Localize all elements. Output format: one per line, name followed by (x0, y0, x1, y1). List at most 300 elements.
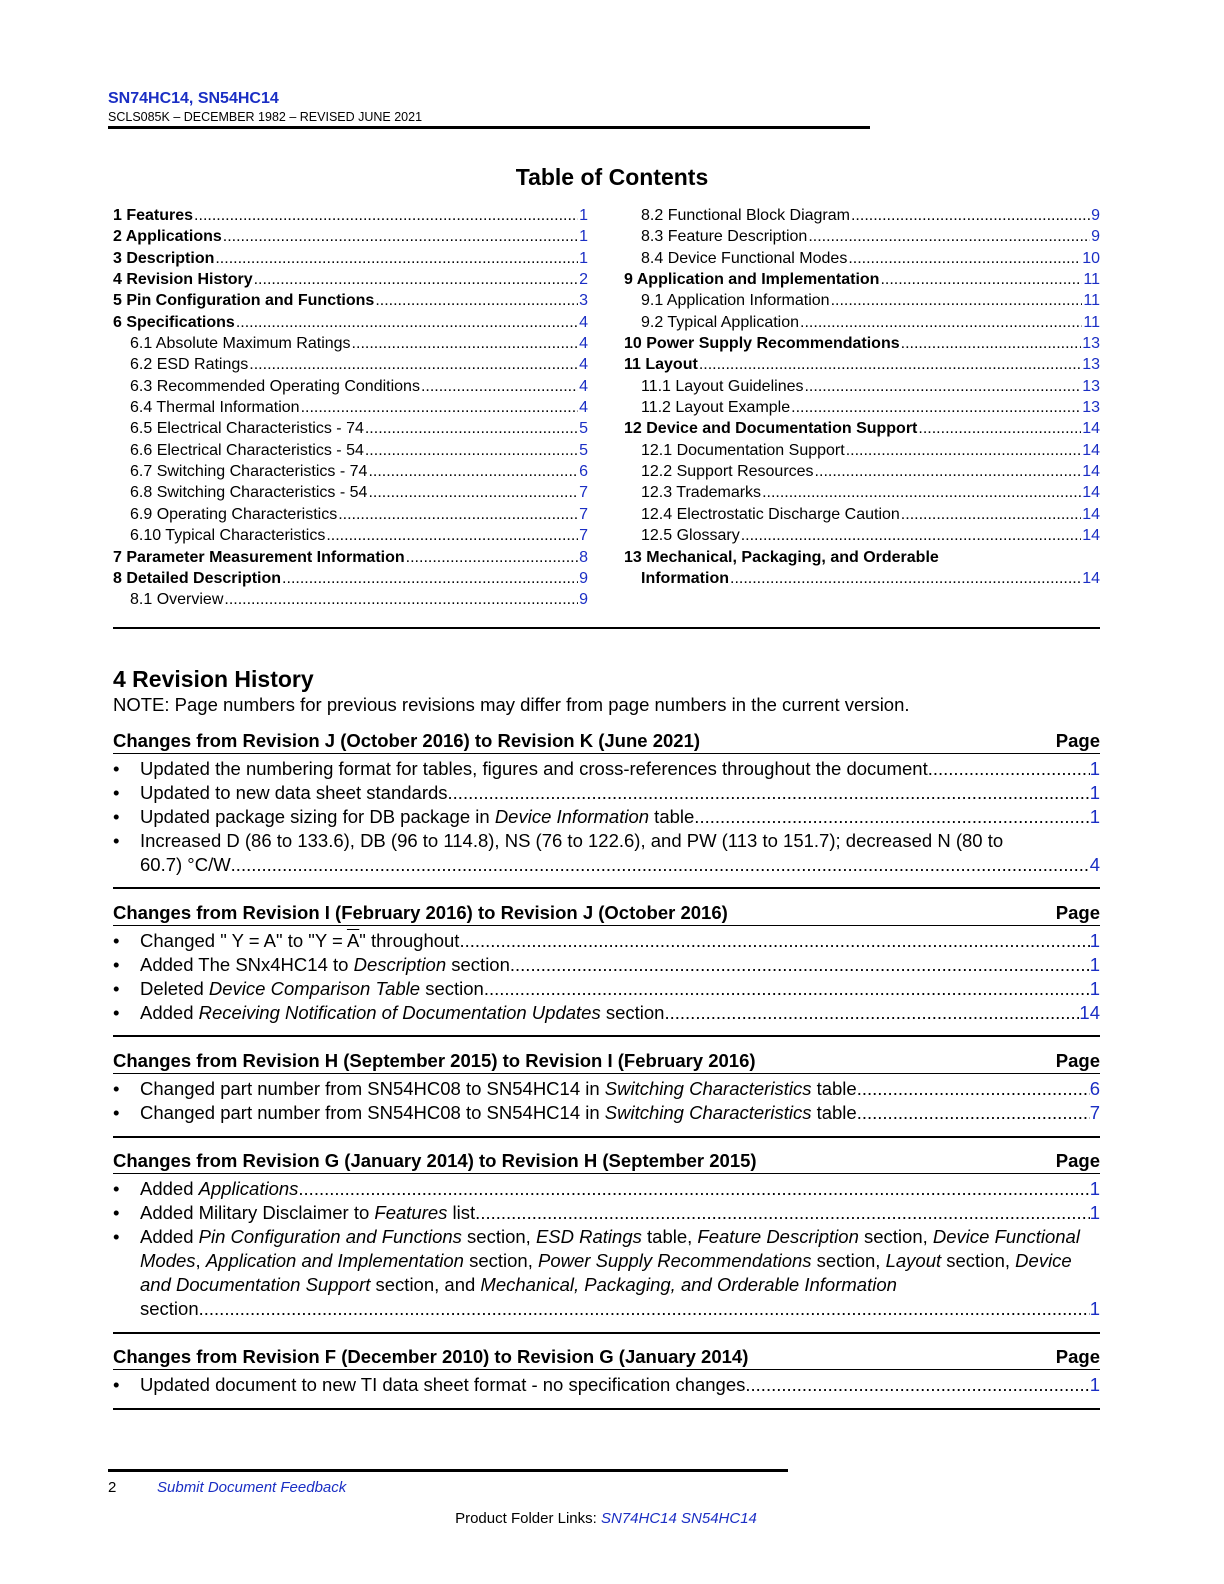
leader-dots (480, 1201, 1089, 1225)
page-number: 2 (108, 1479, 117, 1496)
change-text (140, 1373, 1100, 1397)
change-text-part: , (195, 1250, 206, 1271)
toc-entry[interactable] (113, 226, 588, 247)
change-text (140, 757, 1100, 781)
toc-page-link[interactable]: 8 (579, 548, 588, 566)
toc-entry[interactable] (113, 440, 588, 461)
toc-leader-dots (223, 226, 578, 247)
bullet: • (113, 930, 120, 951)
toc-entry[interactable] (113, 269, 588, 290)
toc-page-link[interactable]: 14 (1082, 569, 1100, 587)
change-item (113, 1225, 1100, 1321)
change-text (140, 1101, 1100, 1125)
page-column-label: Page (1055, 902, 1100, 923)
toc-entry-label: 6.5 Electrical Characteristics - 74 (130, 420, 364, 438)
leader-dots (231, 853, 1090, 877)
toc-entry[interactable] (113, 333, 588, 354)
change-text-part: table. (649, 806, 700, 827)
toc-entry-label: 6 Specifications (113, 313, 235, 331)
change-text-part: 60.7) °C/W (140, 854, 231, 875)
change-text-body (140, 1373, 751, 1397)
change-text-emphasis: Switching Characteristics (604, 1102, 812, 1123)
toc-page-link[interactable]: 9 (1091, 228, 1100, 246)
bullet: • (113, 1374, 120, 1395)
change-group-divider (113, 1332, 1100, 1334)
part-numbers-link[interactable]: SN74HC14, SN54HC14 (108, 90, 279, 107)
toc-entry[interactable] (113, 525, 588, 546)
change-group-title: Changes from Revision J (October 2016) to Revision K (June 2021) (113, 730, 701, 751)
toc-entry-label: 11 Layout (624, 356, 698, 374)
toc-page-link[interactable]: 9 (1091, 207, 1100, 224)
toc-entry-label: 6.10 Typical Characteristics (130, 527, 326, 545)
page-column-label: Page (1055, 1050, 1100, 1071)
toc-page-link[interactable]: 11 (1083, 271, 1100, 289)
change-text-body (140, 781, 453, 805)
change-group (113, 901, 1100, 1025)
change-page-link[interactable]: 6 (1089, 1078, 1100, 1099)
toc-leader-dots (365, 418, 578, 439)
toc-leader-dots (326, 525, 578, 546)
change-text-emphasis: Mechanical, Packaging, and Orderable Information (480, 1274, 897, 1295)
toc-entry-label: 7 Parameter Measurement Information (113, 548, 405, 566)
toc-right-column (624, 205, 1100, 589)
change-page-link[interactable]: 1 (1089, 930, 1100, 951)
toc-leader-dots (762, 482, 1081, 503)
toc-page-link[interactable]: 7 (579, 505, 588, 523)
change-text-part: Changed part number from SN54HC08 to SN54HC14 in (140, 1078, 605, 1099)
change-list (113, 757, 1100, 877)
product-link-sn74hc14[interactable]: SN74HC14 (600, 1510, 677, 1527)
toc-page-link[interactable]: 13 (1082, 356, 1100, 374)
toc-entry-label: 5 Pin Configuration and Functions (113, 292, 375, 310)
change-text (140, 1177, 1100, 1201)
change-text-body (140, 805, 699, 829)
change-text-part: section, (461, 1226, 536, 1247)
change-text-part: Added (140, 1226, 199, 1247)
change-item (113, 929, 1100, 953)
toc-divider (113, 627, 1100, 629)
toc-leader-dots (365, 440, 578, 461)
toc-page-link[interactable]: 14 (1082, 484, 1100, 502)
toc-leader-dots (851, 205, 1090, 226)
toc-entry[interactable] (624, 333, 1100, 354)
toc-left-column (113, 205, 588, 611)
change-text-part: Added (140, 1002, 199, 1023)
change-group-header (113, 901, 1100, 926)
toc-entry[interactable] (624, 482, 1100, 503)
change-text-part: Added (140, 1178, 199, 1199)
toc-leader-dots (831, 290, 1083, 311)
change-group (113, 1345, 1100, 1397)
toc-leader-dots (918, 418, 1081, 439)
toc-entry-label: 12.1 Documentation Support (641, 441, 845, 459)
toc-entry[interactable] (113, 290, 588, 311)
change-text-emphasis: Pin Configuration and Functions (198, 1226, 462, 1247)
bullet: • (113, 1202, 120, 1223)
leader-dots (515, 953, 1090, 977)
toc-entry[interactable] (624, 547, 1100, 568)
toc-entry[interactable] (624, 525, 1100, 546)
change-page-link[interactable]: 4 (1089, 854, 1100, 875)
toc-leader-dots (236, 312, 578, 333)
toc-entry[interactable] (113, 589, 588, 610)
toc-entry-label: 10 Power Supply Recommendations (624, 335, 900, 353)
change-list (113, 929, 1100, 1025)
toc-page-link[interactable]: 11 (1083, 292, 1100, 310)
change-page-link[interactable]: 1 (1089, 978, 1100, 999)
change-text-part: section. (446, 954, 516, 975)
change-group-divider (113, 1408, 1100, 1410)
change-group-title: Changes from Revision I (February 2016) to Revision J (October 2016) (113, 902, 728, 923)
change-item (113, 1177, 1100, 1201)
change-item (113, 977, 1100, 1001)
toc-leader-dots (224, 589, 578, 610)
toc-page-link[interactable]: 10 (1082, 249, 1100, 267)
toc-leader-dots (901, 333, 1082, 354)
change-text-body (140, 1177, 298, 1201)
toc-entry-label: 8.2 Functional Block Diagram (641, 207, 850, 224)
change-text-part: Updated package sizing for DB package in (140, 806, 495, 827)
change-list (113, 1177, 1100, 1321)
change-text-body (140, 1077, 862, 1101)
page-header (108, 90, 870, 125)
toc-page-link[interactable]: 14 (1082, 441, 1100, 459)
toc-page-link[interactable]: 1 (579, 228, 588, 246)
toc-entry-label: Information (641, 569, 729, 587)
toc-entry[interactable] (624, 418, 1100, 439)
toc-leader-dots (215, 248, 578, 269)
product-folder-label: Product Folder Links: (455, 1510, 601, 1527)
change-text-emphasis: Description (353, 954, 447, 975)
toc-entry-label: 2 Applications (113, 228, 222, 246)
toc-entry[interactable] (624, 440, 1100, 461)
leader-dots (298, 1177, 1089, 1201)
change-text (140, 781, 1100, 805)
toc-leader-dots (352, 333, 579, 354)
change-text-part: Updated the numbering format for tables, figures and cross-references throughout the document. (140, 758, 933, 779)
toc-leader-dots (846, 440, 1082, 461)
toc-entry[interactable] (113, 312, 588, 333)
toc-entry-label: 12 Device and Documentation Support (624, 420, 918, 438)
toc-page-link[interactable]: 6 (579, 463, 588, 481)
change-text-line: Increased D (86 to 133.6), DB (96 to 114.8), NS (76 to 122.6), and PW (113 to 151.7); decreased N (80 to (140, 830, 1004, 851)
bullet: • (113, 1078, 120, 1099)
change-item (113, 1373, 1100, 1397)
change-text-part: Changed part number from SN54HC08 to SN54HC14 in (140, 1102, 605, 1123)
toc-leader-dots (375, 290, 578, 311)
change-item (113, 781, 1100, 805)
leader-dots (699, 805, 1089, 829)
page-column-label: Page (1055, 730, 1100, 751)
toc-entry[interactable] (113, 376, 588, 397)
toc-entry-label: 6.9 Operating Characteristics (130, 505, 338, 523)
change-group-title: Changes from Revision H (September 2015) to Revision I (February 2016) (113, 1050, 756, 1071)
toc-leader-dots (194, 205, 578, 226)
toc-entry[interactable] (624, 461, 1100, 482)
toc-entry-label: 6.4 Thermal Information (130, 399, 300, 417)
toc-entry[interactable] (624, 504, 1100, 525)
leader-dots (199, 1297, 1090, 1321)
toc-entry[interactable] (113, 418, 588, 439)
change-group-header (113, 729, 1100, 754)
submit-feedback-link[interactable]: Submit Document Feedback (157, 1479, 347, 1496)
toc-entry-label: 11.1 Layout Guidelines (641, 377, 804, 395)
change-text (140, 953, 1100, 977)
toc-entry-label: 6.2 ESD Ratings (130, 356, 249, 374)
toc-entry-label: 9.1 Application Information (641, 292, 830, 310)
toc-leader-dots (301, 397, 579, 418)
change-page-link[interactable]: 1 (1089, 1178, 1100, 1199)
change-group-title: Changes from Revision F (December 2010) to Revision G (January 2014) (113, 1346, 749, 1367)
toc-entry-continued[interactable] (624, 568, 1100, 589)
change-item (113, 1001, 1100, 1025)
toc-entry-label: 4 Revision History (113, 271, 253, 289)
change-text-body (140, 757, 933, 781)
change-page-link[interactable]: 14 (1079, 1002, 1100, 1023)
toc-page-link[interactable]: 4 (579, 399, 588, 417)
change-group-divider (113, 1136, 1100, 1138)
change-text-body (140, 977, 489, 1001)
toc-entry-label: 12.2 Support Resources (641, 463, 814, 481)
change-text-part: Deleted (140, 978, 209, 999)
change-text-overline: $\overline{A}$ (346, 930, 360, 951)
change-item (113, 757, 1100, 781)
change-text-body (140, 1101, 862, 1125)
change-text (140, 929, 1100, 953)
toc-entry[interactable] (624, 376, 1100, 397)
toc-entry[interactable] (624, 290, 1100, 311)
change-page-link[interactable]: 1 (1089, 954, 1100, 975)
toc-entry[interactable] (624, 312, 1100, 333)
change-list (113, 1373, 1100, 1397)
toc-entry[interactable] (624, 269, 1100, 290)
toc-page-link[interactable]: 4 (579, 313, 588, 331)
change-text-emphasis: Receiving Notification of Documentation Updates (198, 1002, 601, 1023)
toc-page-link[interactable]: 1 (579, 249, 588, 267)
change-text-part: table. (811, 1078, 862, 1099)
leader-dots (933, 757, 1090, 781)
toc-page-link[interactable]: 14 (1082, 505, 1100, 523)
toc-entry[interactable] (624, 205, 1100, 226)
leader-dots (862, 1077, 1090, 1101)
bullet: • (113, 1226, 120, 1247)
toc-leader-dots (249, 354, 578, 375)
toc-page-link[interactable]: 7 (579, 527, 588, 545)
toc-page-link[interactable]: 9 (579, 591, 588, 609)
toc-entry-label: 6.8 Switching Characteristics - 54 (130, 484, 368, 502)
toc-entry-label: 13 Mechanical, Packaging, and Orderable (624, 548, 939, 566)
toc-page-link[interactable]: 13 (1082, 399, 1100, 417)
toc-page-link[interactable]: 13 (1082, 335, 1100, 353)
change-text (140, 853, 1100, 877)
change-text-part: section, (811, 1250, 886, 1271)
revision-history-heading: 4 Revision History (113, 666, 314, 692)
change-text-body (140, 1201, 480, 1225)
toc-entry-label: 9.2 Typical Application (641, 313, 800, 331)
change-group (113, 729, 1100, 877)
change-group-divider (113, 1035, 1100, 1037)
bullet: • (113, 782, 120, 803)
bullet: • (113, 1002, 120, 1023)
change-text-part: section, and (370, 1274, 481, 1295)
change-text (140, 1001, 1100, 1025)
change-text-part: section. (600, 1002, 670, 1023)
toc-page-link[interactable]: 5 (579, 441, 588, 459)
change-text-body (140, 1001, 670, 1025)
toc-entry[interactable] (113, 568, 588, 589)
bullet: • (113, 806, 120, 827)
toc-entry-label: 1 Features (113, 207, 194, 224)
toc-page-link[interactable]: 14 (1082, 420, 1100, 438)
toc-entry-label: 12.4 Electrostatic Discharge Caution (641, 505, 900, 523)
leader-dots (751, 1373, 1090, 1397)
change-text-emphasis: Application and Implementation (205, 1250, 464, 1271)
change-text-emphasis: Device and Documentation Support (140, 1250, 1072, 1295)
toc-entry-label: 6.7 Switching Characteristics - 74 (130, 463, 368, 481)
bullet: • (113, 954, 120, 975)
toc-entry[interactable] (113, 205, 588, 226)
toc-entry[interactable] (113, 504, 588, 525)
toc-leader-dots (368, 482, 578, 503)
change-text (140, 805, 1100, 829)
toc-entry-label: 12.3 Trademarks (641, 484, 762, 502)
toc-leader-dots (282, 568, 578, 589)
change-text (140, 1297, 1100, 1321)
change-text-emphasis: Power Supply Recommendations (538, 1250, 812, 1271)
toc-leader-dots (880, 269, 1082, 290)
toc-leader-dots (848, 248, 1081, 269)
page-column-label: Page (1055, 1150, 1100, 1171)
toc-page-link[interactable]: 2 (579, 271, 588, 289)
change-text-part: Added Military Disclaimer to (140, 1202, 375, 1223)
leader-dots (862, 1101, 1090, 1125)
toc-leader-dots (421, 376, 578, 397)
change-text (140, 977, 1100, 1001)
toc-page-link[interactable]: 4 (579, 335, 588, 353)
change-text-part: section, (941, 1250, 1016, 1271)
change-text-body (140, 929, 465, 953)
toc-entry-label: 6.3 Recommended Operating Conditions (130, 377, 420, 395)
bullet: • (113, 1102, 120, 1123)
toc-leader-dots (800, 312, 1082, 333)
change-text-emphasis: Switching Characteristics (604, 1078, 812, 1099)
change-text (140, 1077, 1100, 1101)
toc-entry[interactable] (113, 397, 588, 418)
toc-page-link[interactable]: 13 (1082, 377, 1100, 395)
change-text-emphasis: Device Comparison Table (208, 978, 421, 999)
change-text (140, 1201, 1100, 1225)
toc-page-link[interactable]: 4 (579, 377, 588, 395)
change-page-link[interactable]: 1 (1089, 1298, 1100, 1319)
change-text-part: Added The SNx4HC14 to (140, 954, 354, 975)
toc-entry[interactable] (113, 547, 588, 568)
toc-entry-label: 6.6 Electrical Characteristics - 54 (130, 441, 364, 459)
toc-entry[interactable] (113, 354, 588, 375)
revision-history-note: NOTE: Page numbers for previous revisions may differ from page numbers in the current version. (113, 694, 910, 715)
leader-dots (489, 977, 1090, 1001)
toc-entry-label: 8.1 Overview (130, 591, 224, 609)
page-column-label: Page (1055, 1346, 1100, 1367)
toc-entry-label: 9 Application and Implementation (624, 271, 880, 289)
toc-leader-dots (791, 397, 1081, 418)
toc-page-link[interactable]: 14 (1082, 527, 1100, 545)
toc-leader-dots (741, 525, 1081, 546)
toc-entry-label: 8.4 Device Functional Modes (641, 249, 848, 267)
toc-leader-dots (368, 461, 578, 482)
change-page-link[interactable]: 7 (1089, 1102, 1100, 1123)
change-group-header (113, 1345, 1100, 1370)
toc-page-link[interactable]: 4 (579, 356, 588, 374)
change-text-part: Updated to new data sheet standards. (140, 782, 453, 803)
toc-page-link[interactable]: 1 (579, 207, 588, 224)
change-group-header (113, 1049, 1100, 1074)
change-page-link[interactable]: 1 (1089, 1202, 1100, 1223)
change-text-part: Updated document to new TI data sheet format - no specification changes. (140, 1374, 751, 1395)
change-item (113, 1101, 1100, 1125)
leader-dots (453, 781, 1090, 805)
bullet: • (113, 978, 120, 999)
header-divider (108, 126, 870, 129)
toc-leader-dots (804, 376, 1081, 397)
change-text-part: section (140, 1298, 199, 1319)
toc-entry[interactable] (624, 226, 1100, 247)
change-item (113, 829, 1100, 877)
change-page-link[interactable]: 1 (1089, 758, 1100, 779)
product-folder-links (0, 1510, 1212, 1527)
toc-page-link[interactable]: 11 (1083, 313, 1100, 331)
change-page-link[interactable]: 1 (1089, 782, 1100, 803)
change-group (113, 1049, 1100, 1125)
toc-page-link[interactable]: 3 (579, 292, 588, 310)
toc-page-link[interactable]: 7 (579, 484, 588, 502)
change-item (113, 805, 1100, 829)
toc-leader-dots (699, 354, 1081, 375)
change-list (113, 1077, 1100, 1125)
change-text-emphasis: Features (374, 1202, 448, 1223)
change-group-header (113, 1149, 1100, 1174)
toc-entry-label: 8 Detailed Description (113, 569, 282, 587)
change-text-emphasis: ESD Ratings (535, 1226, 642, 1247)
toc-entry[interactable] (624, 397, 1100, 418)
bullet: • (113, 758, 120, 779)
toc-page-link[interactable]: 14 (1082, 463, 1100, 481)
change-text-emphasis: Applications (198, 1178, 299, 1199)
change-page-link[interactable]: 1 (1089, 806, 1100, 827)
toc-entry[interactable] (624, 354, 1100, 375)
toc-page-link[interactable]: 5 (579, 420, 588, 438)
toc-entry[interactable] (113, 482, 588, 503)
toc-entry-label: 11.2 Layout Example (641, 399, 791, 417)
toc-entry[interactable] (624, 248, 1100, 269)
toc-entry[interactable] (113, 248, 588, 269)
bullet: • (113, 830, 120, 851)
toc-leader-dots (730, 568, 1081, 589)
change-text-part: section, (463, 1250, 538, 1271)
change-text-part: table. (811, 1102, 862, 1123)
toc-entry-label: 12.5 Glossary (641, 527, 740, 545)
change-item (113, 1201, 1100, 1225)
toc-page-link[interactable]: 9 (579, 569, 588, 587)
toc-entry-label: 3 Description (113, 249, 215, 267)
change-text-part: list. (447, 1202, 481, 1223)
toc-entry[interactable] (113, 461, 588, 482)
change-text-body (140, 953, 515, 977)
change-text-emphasis: Layout (885, 1250, 942, 1271)
footer-divider (108, 1469, 788, 1472)
product-link-sn54hc14[interactable]: SN54HC14 (681, 1510, 757, 1527)
toc-leader-dots (808, 226, 1090, 247)
change-page-link[interactable]: 1 (1089, 1374, 1100, 1395)
